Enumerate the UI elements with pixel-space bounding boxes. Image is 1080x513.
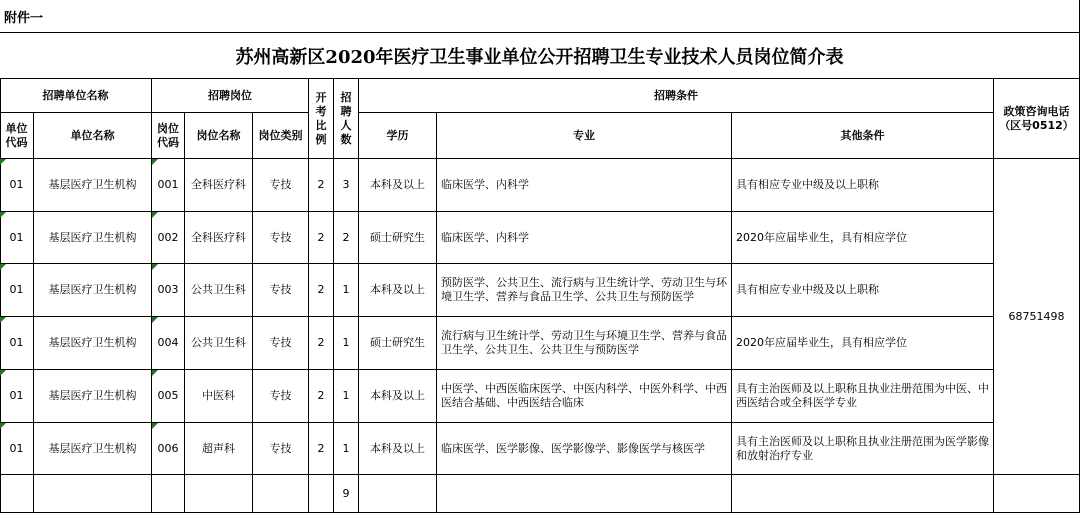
- post-code-cell: 005: [152, 370, 185, 423]
- count-cell: 1: [334, 317, 359, 370]
- post-name-cell: 全科医疗科: [185, 159, 253, 212]
- total-empty-cell: [732, 475, 994, 513]
- other-cell: 具有主治医师及以上职称且执业注册范围为中医、中西医结合或全科医学专业: [732, 370, 994, 423]
- header-unit-group: 招聘单位名称: [0, 79, 152, 113]
- post-code-cell: 002: [152, 212, 185, 264]
- post-name-cell: 超声科: [185, 423, 253, 475]
- count-cell: 1: [334, 423, 359, 475]
- header-post-type: 岗位类别: [253, 113, 309, 159]
- header-unit-code: 单位代码: [0, 113, 34, 159]
- unit-name-cell: 基层医疗卫生机构: [34, 212, 152, 264]
- post-name-cell: 中医科: [185, 370, 253, 423]
- post-name-cell: 全科医疗科: [185, 212, 253, 264]
- page-title: 苏州高新区2020年医疗卫生事业单位公开招聘卫生专业技术人员岗位简介表: [0, 33, 1080, 79]
- total-empty-cell: [437, 475, 732, 513]
- education-cell: 硕士研究生: [359, 317, 437, 370]
- header-post-name: 岗位名称: [185, 113, 253, 159]
- unit-name-cell: 基层医疗卫生机构: [34, 264, 152, 317]
- unit-code-cell: 01: [0, 317, 34, 370]
- unit-code-cell: 01: [0, 264, 34, 317]
- header-post-group: 招聘岗位: [152, 79, 309, 113]
- unit-code-cell: 01: [0, 212, 34, 264]
- header-post-code: 岗位代码: [152, 113, 185, 159]
- post-type-cell: 专技: [253, 370, 309, 423]
- count-cell: 1: [334, 264, 359, 317]
- unit-code-cell: 01: [0, 159, 34, 212]
- total-empty-cell: [185, 475, 253, 513]
- phone-number: 68751498: [994, 159, 1080, 475]
- ratio-cell: 2: [309, 423, 334, 475]
- post-name-cell: 公共卫生科: [185, 317, 253, 370]
- total-empty-cell: [34, 475, 152, 513]
- post-type-cell: 专技: [253, 423, 309, 475]
- post-code-cell: 001: [152, 159, 185, 212]
- unit-code-cell: 01: [0, 423, 34, 475]
- total-empty-cell: [309, 475, 334, 513]
- post-name-cell: 公共卫生科: [185, 264, 253, 317]
- education-cell: 硕士研究生: [359, 212, 437, 264]
- post-code-cell: 006: [152, 423, 185, 475]
- count-cell: 2: [334, 212, 359, 264]
- major-cell: 流行病与卫生统计学、劳动卫生与环境卫生学、营养与食品卫生学、公共卫生、公共卫生与预防医学: [437, 317, 732, 370]
- total-count: 9: [334, 475, 359, 513]
- major-cell: 中医学、中西医临床医学、中医内科学、中医外科学、中西医结合基础、中西医结合临床: [437, 370, 732, 423]
- header-exam-ratio: 开考比例: [309, 79, 334, 159]
- unit-name-cell: 基层医疗卫生机构: [34, 370, 152, 423]
- education-cell: 本科及以上: [359, 159, 437, 212]
- header-phone: 政策咨询电话（区号0512）: [994, 79, 1080, 159]
- other-cell: 2020年应届毕业生，具有相应学位: [732, 317, 994, 370]
- other-cell: 具有主治医师及以上职称且执业注册范围为医学影像和放射治疗专业: [732, 423, 994, 475]
- major-cell: 临床医学、内科学: [437, 159, 732, 212]
- unit-name-cell: 基层医疗卫生机构: [34, 423, 152, 475]
- total-empty-cell: [152, 475, 185, 513]
- ratio-cell: 2: [309, 317, 334, 370]
- total-empty-cell: [0, 475, 34, 513]
- post-type-cell: 专技: [253, 159, 309, 212]
- header-unit-name: 单位名称: [34, 113, 152, 159]
- total-empty-cell: [359, 475, 437, 513]
- total-empty-cell: [253, 475, 309, 513]
- ratio-cell: 2: [309, 159, 334, 212]
- header-hire-count: 招聘人数: [334, 79, 359, 159]
- count-cell: 3: [334, 159, 359, 212]
- education-cell: 本科及以上: [359, 370, 437, 423]
- total-empty-cell: [994, 475, 1080, 513]
- major-cell: 临床医学、医学影像、医学影像学、影像医学与核医学: [437, 423, 732, 475]
- ratio-cell: 2: [309, 212, 334, 264]
- unit-name-cell: 基层医疗卫生机构: [34, 317, 152, 370]
- post-code-cell: 004: [152, 317, 185, 370]
- ratio-cell: 2: [309, 264, 334, 317]
- header-conditions-group: 招聘条件: [359, 79, 994, 113]
- header-other: 其他条件: [732, 113, 994, 159]
- unit-code-cell: 01: [0, 370, 34, 423]
- post-type-cell: 专技: [253, 264, 309, 317]
- education-cell: 本科及以上: [359, 264, 437, 317]
- education-cell: 本科及以上: [359, 423, 437, 475]
- major-cell: 预防医学、公共卫生、流行病与卫生统计学、劳动卫生与环境卫生学、营养与食品卫生学、公共卫生与预防医学: [437, 264, 732, 317]
- other-cell: 2020年应届毕业生，具有相应学位: [732, 212, 994, 264]
- major-cell: 临床医学、内科学: [437, 212, 732, 264]
- header-education: 学历: [359, 113, 437, 159]
- unit-name-cell: 基层医疗卫生机构: [34, 159, 152, 212]
- header-major: 专业: [437, 113, 732, 159]
- post-type-cell: 专技: [253, 317, 309, 370]
- post-type-cell: 专技: [253, 212, 309, 264]
- other-cell: 具有相应专业中级及以上职称: [732, 264, 994, 317]
- count-cell: 1: [334, 370, 359, 423]
- annex-label: 附件一: [0, 0, 1080, 33]
- other-cell: 具有相应专业中级及以上职称: [732, 159, 994, 212]
- post-code-cell: 003: [152, 264, 185, 317]
- ratio-cell: 2: [309, 370, 334, 423]
